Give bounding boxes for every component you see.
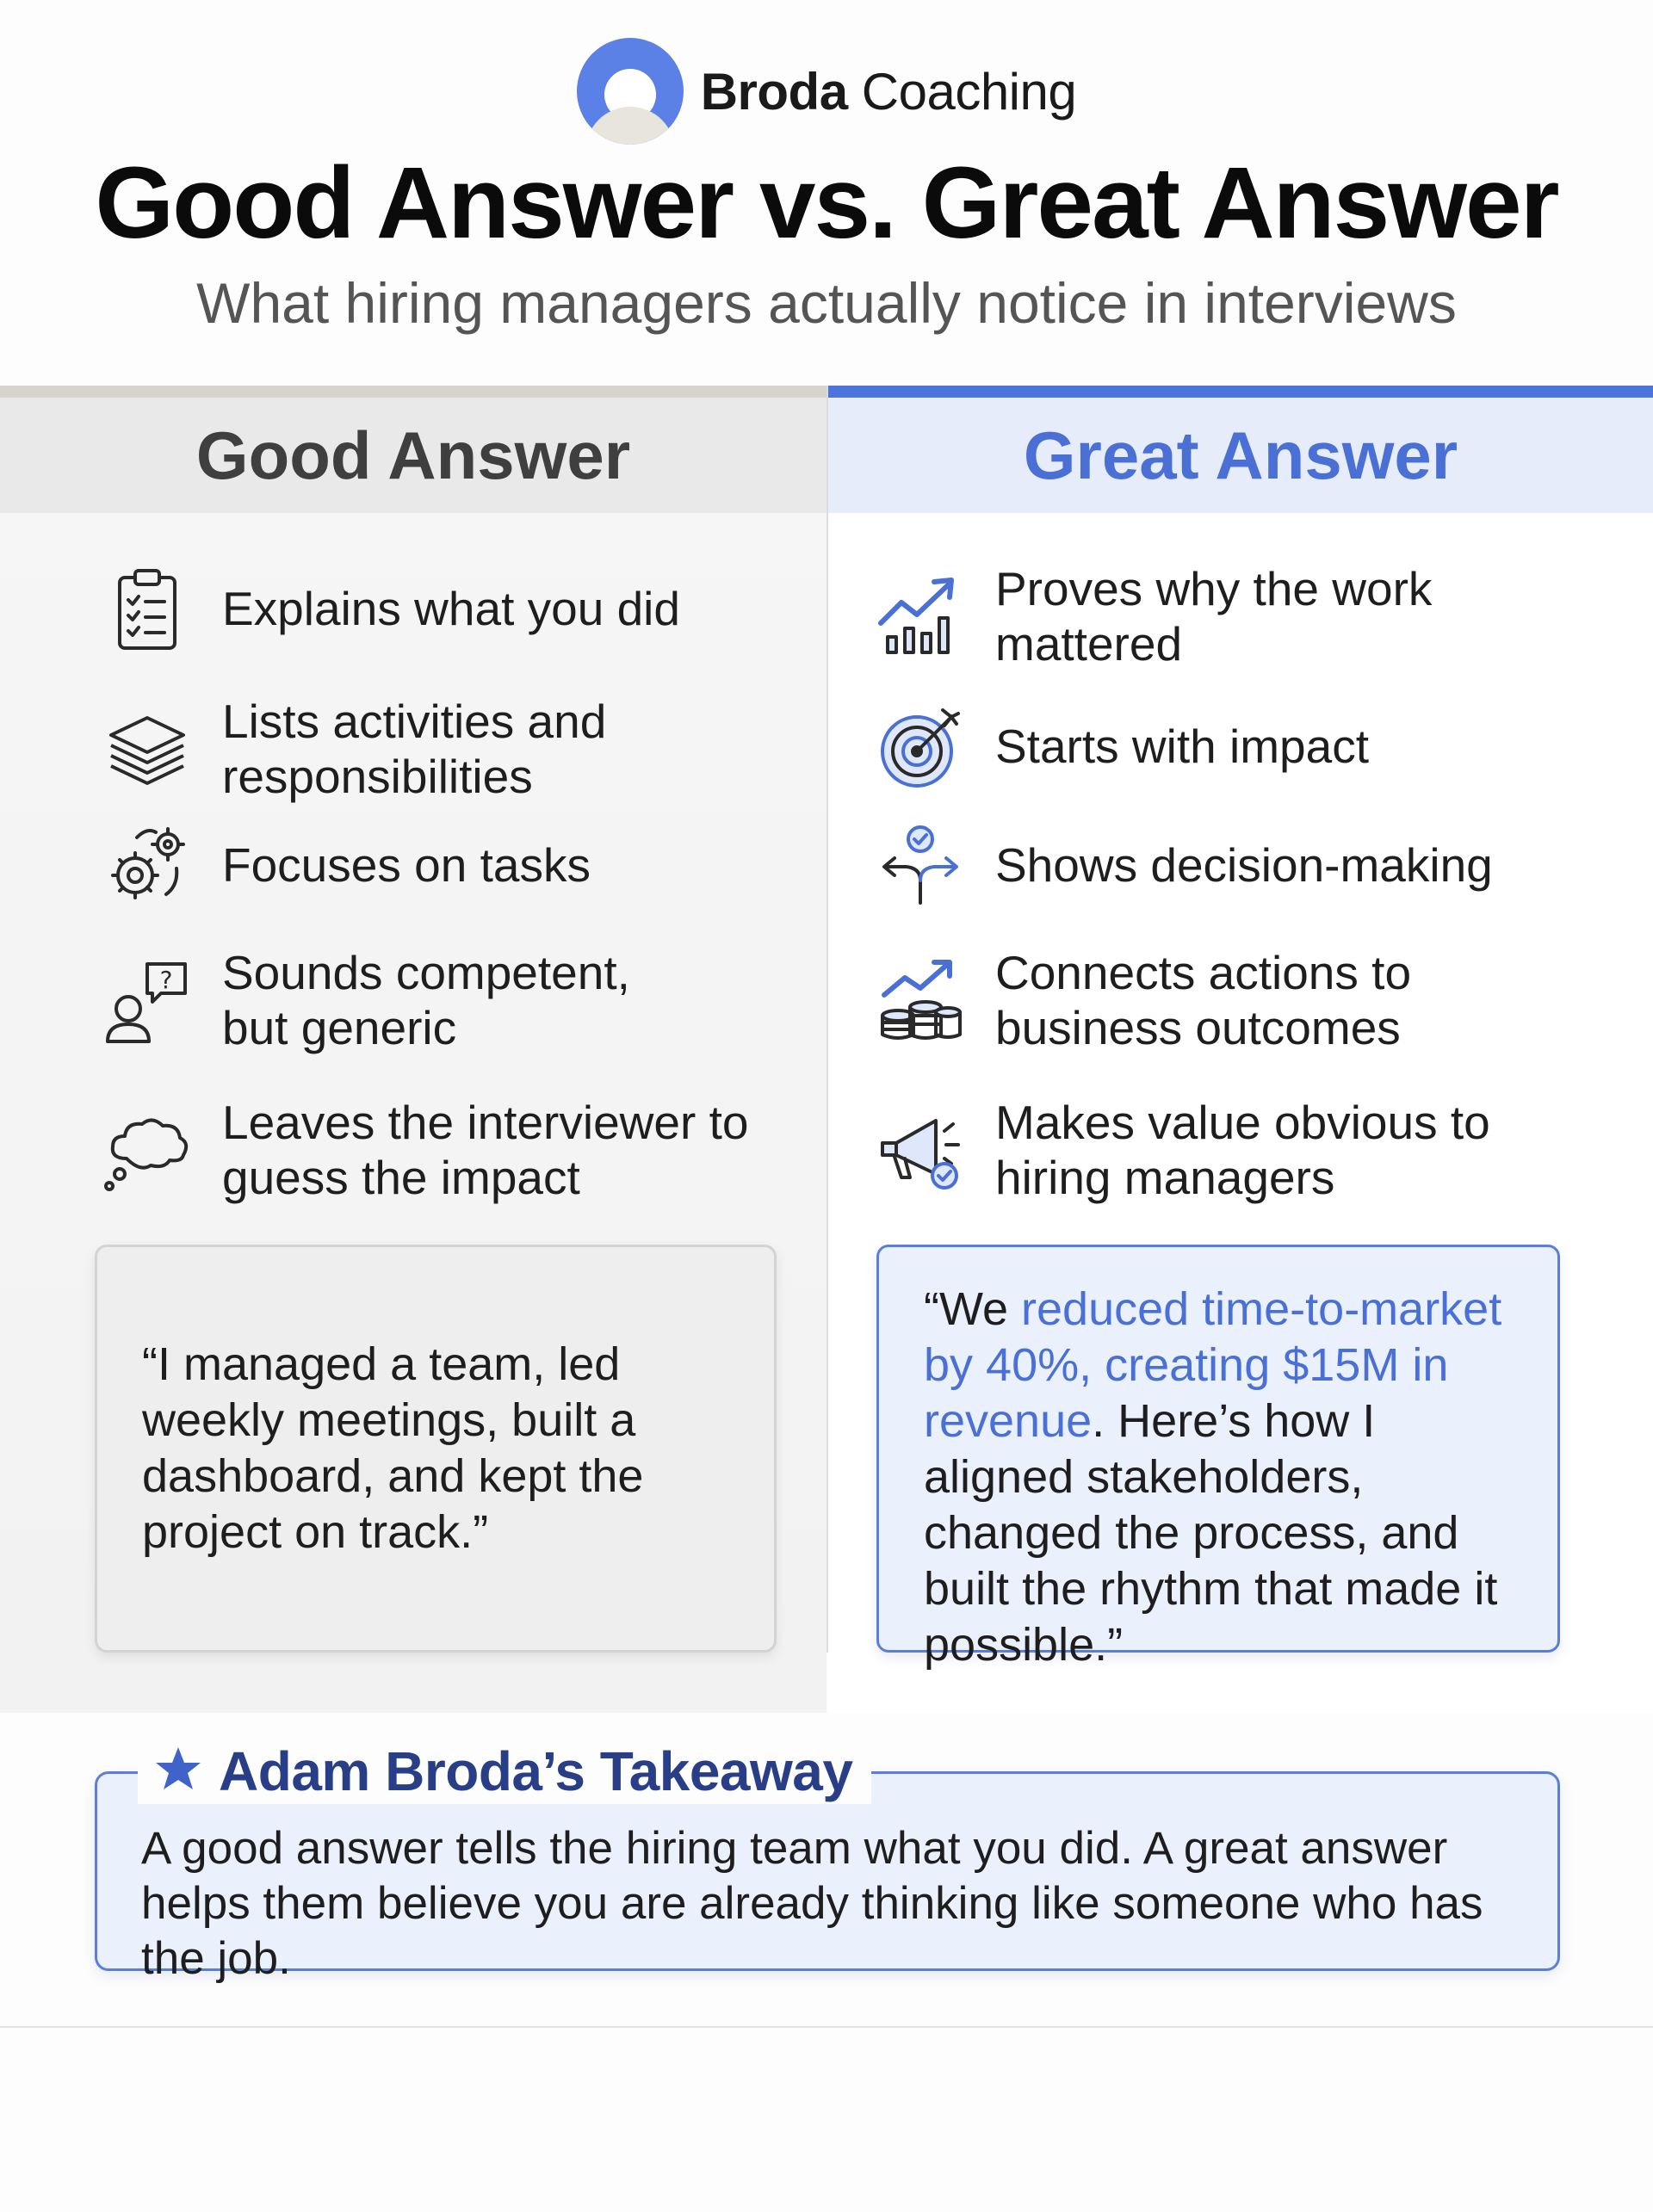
good-item-text: Lists activities and responsibilities bbox=[222, 695, 607, 803]
brand bbox=[0, 38, 1653, 145]
coins-growth-icon bbox=[873, 953, 968, 1047]
good-item-text: Sounds competent, but generic bbox=[222, 946, 630, 1054]
layers-stack-icon bbox=[100, 701, 195, 796]
good-item bbox=[100, 1095, 748, 1205]
footer-divider bbox=[0, 2026, 1653, 2028]
great-item-text: Proves why the work mattered bbox=[995, 562, 1433, 670]
gears-icon bbox=[100, 818, 195, 912]
great-item-text: Connects actions to business outcomes bbox=[995, 946, 1412, 1054]
page-title: Good Answer vs. Great Answer bbox=[95, 146, 1558, 260]
person-question-bubble-icon bbox=[100, 953, 195, 1047]
quote-open: “We bbox=[924, 1283, 1022, 1335]
brand-name bbox=[701, 62, 1077, 121]
decision-arrows-icon bbox=[873, 818, 968, 912]
megaphone-check-icon bbox=[873, 1103, 968, 1197]
brand-name-bold: Broda bbox=[700, 62, 848, 120]
great-item bbox=[873, 561, 1432, 671]
star-icon bbox=[153, 1745, 203, 1799]
takeaway-text: A good answer tells the hiring team what you did. A great answer helps them believe you are already thinking like someone who has the job. bbox=[141, 1823, 1483, 1984]
brand-logo-icon bbox=[577, 38, 684, 145]
good-item-text: Leaves the interviewer to guess the impact bbox=[222, 1096, 749, 1204]
great-item-text: Shows decision-making bbox=[995, 838, 1493, 892]
good-item bbox=[100, 694, 606, 804]
takeaway-heading bbox=[138, 1739, 871, 1804]
great-item bbox=[873, 945, 1411, 1055]
growth-chart-icon bbox=[873, 569, 968, 664]
takeaway-title: Adam Broda’s Takeaway bbox=[219, 1740, 853, 1802]
good-item bbox=[100, 561, 680, 656]
great-item-text: Makes value obvious to hiring managers bbox=[995, 1096, 1490, 1204]
great-answer-quote bbox=[876, 1245, 1560, 1671]
page-subtitle: What hiring managers actually notice in interviews bbox=[196, 271, 1457, 335]
great-item bbox=[873, 818, 1493, 912]
good-item-text: Focuses on tasks bbox=[222, 838, 591, 892]
brand-name-rest: Coaching bbox=[847, 62, 1077, 120]
good-item bbox=[100, 945, 630, 1055]
great-answer-heading: Great Answer bbox=[828, 386, 1653, 513]
target-arrow-icon bbox=[873, 699, 968, 794]
good-answer-quote: “I managed a team, led weekly meetings, built a dashboard, and kept the project on track.” bbox=[95, 1245, 777, 1653]
quote-highlight: reduced time-to-market by 40%, creating $15M in revenue bbox=[924, 1283, 1502, 1447]
clipboard-checklist-icon bbox=[100, 561, 195, 656]
great-item-text: Starts with impact bbox=[995, 720, 1370, 773]
good-item bbox=[100, 818, 591, 912]
column-divider bbox=[826, 386, 828, 1653]
good-answer-heading: Good Answer bbox=[0, 386, 826, 513]
thought-cloud-icon bbox=[100, 1103, 195, 1197]
great-item bbox=[873, 699, 1369, 794]
svg-text:?: ? bbox=[159, 966, 173, 994]
quote-rest: . Here’s how I aligned stakeholders, changed the process, and built the rhythm that made it possible.” bbox=[924, 1395, 1498, 1671]
great-item bbox=[873, 1095, 1490, 1205]
good-item-text: Explains what you did bbox=[222, 582, 680, 635]
